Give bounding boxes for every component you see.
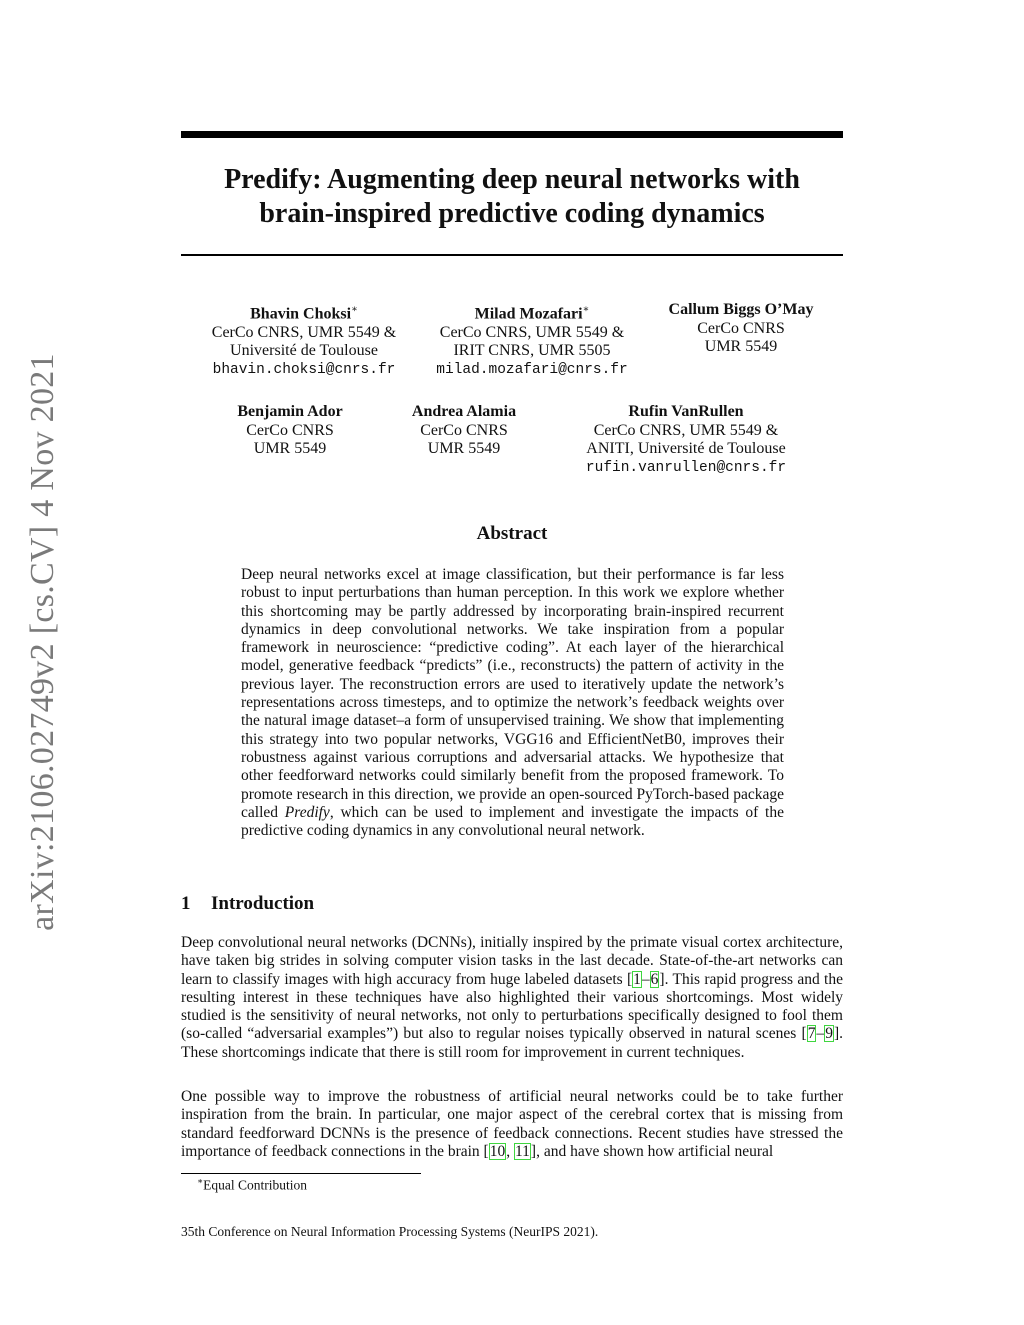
abstract-text: Deep neural networks excel at image classification, but their performance is far less robust to input perturbations than human perception. In this work we explore whether this shortcoming may be partly addressed by incorporating brain-inspired recurrent dynamics in deep convolutional networks. We take inspiration from a popular framework in neuroscience: “predictive coding”. At each layer of the hierarchical model, generative feedback “predicts” (i.e., reconstructs) the pattern of activity in the previous layer. The reconstruction errors are used to iteratively update the network’s representations across timesteps, and to optimize the network’s feedback weights over the natural image dataset–a form of unsupervised training. We show that implementing this strategy into two popular networks, VGG16 and EfficientNetB0, improves their robustness against various corruptions and adversarial attacks. We hypothesize that other feedforward networks could similarly benefit from the proposed framework. To promote research in this direction, we provide an open-sourced PyTorch-based package called xyxy=(241,566,784,821)
author-affiliation: CerCo CNRS xyxy=(697,319,785,337)
citation-link[interactable]: 9 xyxy=(825,1025,833,1043)
author-affiliation: UMR 5549 xyxy=(704,338,778,355)
citation-link[interactable]: 10 xyxy=(489,1142,506,1160)
arxiv-stamp: arXiv:2106.02749v2 [cs.CV] 4 Nov 2021 xyxy=(24,353,61,931)
author-affiliation: CerCo CNRS, UMR 5549 & xyxy=(593,421,779,439)
abstract-heading: Abstract xyxy=(476,523,548,544)
author-bhavin-choksi xyxy=(212,301,396,379)
author-affiliation: CerCo CNRS, UMR 5549 & xyxy=(439,323,625,341)
author-email[interactable]: rufin.vanrullen@cnrs.fr xyxy=(585,459,787,476)
paper-title xyxy=(181,163,843,231)
author-andrea-alamia xyxy=(412,403,516,459)
abstract-body xyxy=(241,566,784,840)
author-affiliation: CerCo CNRS xyxy=(246,421,334,439)
author-name: Rufin VanRullen xyxy=(628,403,744,420)
paragraph-text: ], and have shown how artificial neural xyxy=(530,1142,774,1160)
section-title: Introduction xyxy=(211,893,315,914)
author-name: Milad Mozafari xyxy=(474,305,583,323)
title-bottom-rule xyxy=(181,254,843,256)
citation-link[interactable]: 1 xyxy=(633,970,641,988)
citation-link[interactable]: 11 xyxy=(514,1142,530,1160)
author-affiliation: ANITI, Université de Toulouse xyxy=(586,440,786,457)
citation-link[interactable]: 7 xyxy=(807,1025,816,1043)
section-heading-introduction xyxy=(181,893,314,915)
equal-contribution-mark: ∗ xyxy=(351,304,358,315)
intro-paragraph-1 xyxy=(181,934,843,1062)
intro-paragraph-2 xyxy=(181,1088,843,1161)
author-benjamin-ador xyxy=(237,403,342,459)
author-affiliation: UMR 5549 xyxy=(427,440,501,457)
citation-range-dash: – xyxy=(641,970,650,988)
citation-range-dash: – xyxy=(816,1025,825,1043)
footnote-rule xyxy=(181,1173,421,1174)
title-line-1: Predify: Augmenting deep neural networks with xyxy=(224,164,800,195)
author-email[interactable]: bhavin.choksi@cnrs.fr xyxy=(212,361,396,378)
author-affiliation: CerCo CNRS xyxy=(420,421,508,439)
equal-contribution-mark: ∗ xyxy=(582,304,590,315)
author-milad-mozafari xyxy=(436,301,627,379)
author-affiliation: IRIT CNRS, UMR 5505 xyxy=(453,342,611,360)
author-email[interactable]: milad.mozafari@cnrs.fr xyxy=(436,361,628,378)
abstract-package-name: Predify xyxy=(284,803,330,821)
author-affiliation: CerCo CNRS, UMR 5549 & xyxy=(211,323,397,341)
author-affiliation: Université de Toulouse xyxy=(230,342,378,360)
conference-note: 35th Conference on Neural Information Processing Systems (NeurIPS 2021). xyxy=(181,1224,599,1239)
author-name: Callum Biggs O’May xyxy=(668,301,814,318)
citation-link[interactable]: 6 xyxy=(650,970,659,988)
title-top-rule xyxy=(181,131,843,138)
paragraph-text: Deep convolutional neural networks (DCNNs), initially inspired by the primate visual cortex architecture, have taken big strides in solving computer vision tasks in the last decade. State-of-the-art networks can learn to classify images with high accuracy from huge labeled datasets [ xyxy=(181,934,843,988)
title-line-2: brain-inspired predictive coding dynamics xyxy=(259,198,765,229)
author-name: Bhavin Choksi xyxy=(250,305,352,323)
author-name: Andrea Alamia xyxy=(411,403,517,420)
author-rufin-vanrullen xyxy=(586,403,786,477)
footnote-mark: ∗ xyxy=(197,1176,204,1186)
paragraph-text: ]. This rapid progress and the resulting interest in these techniques have also highlighted their various shortcomings. Most widely studied is the sensitivity of neural networks, not only to perturbations specifically designed to fool them (so-called “adversarial examples”) but also to regular noises typically observed in natural scenes [ xyxy=(181,970,843,1043)
author-callum-biggs-omay xyxy=(669,301,814,357)
footnote xyxy=(197,1176,307,1194)
author-affiliation: UMR 5549 xyxy=(253,440,327,457)
author-name: Benjamin Ador xyxy=(237,403,343,420)
paragraph-text: One possible way to improve the robustness of artificial neural networks could be to take further inspiration from the brain. In particular, one major aspect of the cerebral cortex that is missing from standard feedforward DCNNs is the presence of feedback connections. Recent studies have stressed the importance of feedback connections in the brain [ xyxy=(181,1088,843,1160)
abstract-text: , which can be used to implement and investigate the impacts of the predictive coding dynamics in any convolutional neural network. xyxy=(241,803,784,840)
paragraph-text: ]. These shortcomings indicate that there is still room for improvement in current techniques. xyxy=(181,1025,843,1061)
section-number: 1 xyxy=(181,893,191,914)
footnote-text: Equal Contribution xyxy=(203,1177,307,1193)
citation-separator: , xyxy=(506,1142,514,1160)
